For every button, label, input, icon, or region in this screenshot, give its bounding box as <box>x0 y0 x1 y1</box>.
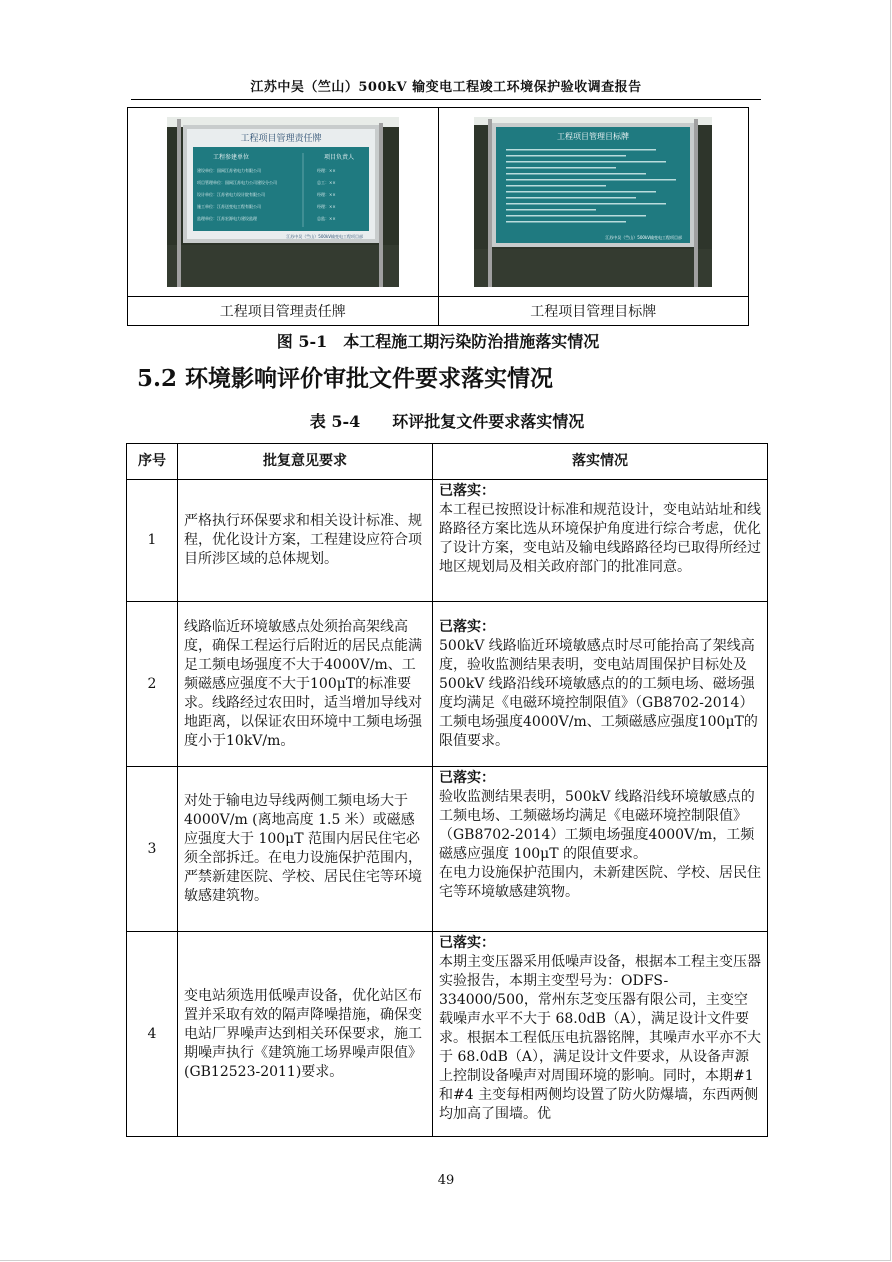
table-row <box>127 602 768 767</box>
target-sign-title: 工程项目管理目标牌 <box>557 132 630 141</box>
responsibility-sign-image <box>167 117 399 287</box>
sign-right-line: 经理：×× <box>316 192 336 197</box>
requirement-text: 严格执行环保要求和相关设计标准、规程，优化设计方案，工程建设应符合项目所涉区域的总体规划。 <box>178 480 433 602</box>
row-number: 3 <box>127 767 178 932</box>
sign-right-line: 经理：×× <box>316 168 336 173</box>
requirements-table <box>126 443 768 1137</box>
header-rule <box>131 99 761 100</box>
target-sign-footer: 江苏中吴（竺山）500kV输变电工程项目部 <box>605 235 683 240</box>
status-label: 已落实： <box>439 770 495 786</box>
requirement-text: 变电站须选用低噪声设备，优化站区布置并采取有效的隔声降噪措施，确保变电站厂界噪声达到相关环保要求，施工期噪声执行《建筑施工场界噪声限值》(GB12523-2011)要求。 <box>178 932 433 1137</box>
column-header: 批复意见要求 <box>178 444 433 480</box>
table-row <box>127 767 768 932</box>
requirement-text: 对处于输电边导线两侧工频电场大于 4000V/m (离地高度 1.5 米）或磁感应强度大于 100μT 范围内居民住宅必须全部拆迁。在电力设施保护范围内，严禁新建医院、学校、居民住宅等环境敏感建筑物。 <box>178 767 433 932</box>
table-row <box>127 932 768 1137</box>
photo-caption: 工程项目管理责任牌 <box>128 297 439 326</box>
status-label: 已落实： <box>439 618 495 635</box>
sign-left-heading: 工程参建单位 <box>212 154 249 161</box>
implementation-text: 本期主变压器采用低噪声设备，根据本工程主变压器实验报告，本期主变型号为：ODFS-334000/500，常州东芝变压器有限公司，主变空载噪声水平不大于 68.0dB（A），满足设计文件要求。根据本工程低压电抗器铭牌，其噪声水平亦不大于 68.0dB（A），满足设计文件要求，从设备声源上控制设备噪声对周围环境的影响。同时，本期#1 和#4 主变每相两侧均设置了防火防爆墙，东西两侧均加高了围墙。优 <box>439 954 761 1122</box>
sign-left-line: 项目管理单位：国网江苏电力公司建设分公司 <box>196 180 277 185</box>
running-header: 江苏中吴（竺山）500kV 输变电工程竣工环境保护验收调查报告 <box>250 80 642 95</box>
page-number: 49 <box>437 1173 455 1188</box>
photo-target-sign <box>474 117 712 287</box>
photo-responsibility-sign <box>167 117 399 287</box>
sign-right-heading: 项目负责人 <box>323 154 354 161</box>
sign-left-line: 施工单位：江苏送变电工程有限公司 <box>196 204 261 209</box>
status-label: 已落实： <box>439 935 495 951</box>
photo-cell-responsibility <box>128 108 439 297</box>
sign-right-line: 总监：×× <box>316 216 336 221</box>
photo-caption: 工程项目管理目标牌 <box>438 297 749 326</box>
target-sign-image <box>474 117 712 287</box>
section-heading: 5.2 环境影响评价审批文件要求落实情况 <box>137 365 554 392</box>
row-number: 1 <box>127 480 178 602</box>
row-number: 4 <box>127 932 178 1137</box>
photo-cell-target <box>438 108 749 297</box>
responsibility-sign-title: 工程项目管理责任牌 <box>240 134 322 144</box>
implementation-text: 在电力设施保护范围内，未新建医院、学校、居民住宅等环境敏感建筑物。 <box>439 865 761 900</box>
row-number: 2 <box>127 602 178 767</box>
sign-right-line: 总工：×× <box>316 180 336 185</box>
implementation-text: 本工程已按照设计标准和规范设计，变电站站址和线路路径方案比选从环境保护角度进行综合考虑，优化了设计方案，变电站及输电线路路径均已取得所经过地区规划局及相关政府部门的批准同意。 <box>439 502 761 575</box>
implementation-cell <box>433 480 768 602</box>
column-header: 落实情况 <box>433 444 768 480</box>
sign-left-line: 监理单位：江苏宏源电力建设监理 <box>196 216 257 221</box>
implementation-cell <box>433 767 768 932</box>
figure-caption: 图 5-1 本工程施工期污染防治措施落实情况 <box>276 332 600 351</box>
table-caption: 表 5-4 环评批复文件要求落实情况 <box>309 412 585 431</box>
sign-left-line: 建设单位：国网江苏省电力有限公司 <box>196 168 261 173</box>
implementation-text: 验收监测结果表明，500kV 线路沿线环境敏感点的工频电场、工频磁场均满足《电磁环境控制限值》（GB8702-2014）工频电场强度4000V/m，工频磁感应强度 100μT 的限值要求。 <box>439 789 755 862</box>
sign-left-line: 设计单位：江苏省电力设计院有限公司 <box>196 192 265 197</box>
implementation-text: 500kV 线路临近环境敏感点时尽可能抬高了架线高度，验收监测结果表明，变电站周围保护目标处及500kV 线路沿线环境敏感点的的工频电场、磁场强度均满足《电磁环境控制限值》（GB8702-2014）工频电场强度4000V/m、工频磁感应强度100μT的限值要求。 <box>439 637 758 749</box>
table-row <box>127 480 768 602</box>
responsibility-sign-footer: 江苏中吴（竺山）500kV输变电工程项目部 <box>286 234 363 239</box>
status-label: 已落实： <box>439 483 495 499</box>
requirement-text: 线路临近环境敏感点处须抬高架线高度，确保工程运行后附近的居民点能满足工频电场强度不大于4000V/m、工频磁感应强度不大于100μT的标准要求。线路经过农田时，适当增加导线对地距离，以保证农田环境中工频电场强度小于10kV/m。 <box>178 602 433 767</box>
implementation-cell <box>433 932 768 1137</box>
implementation-cell <box>433 602 768 767</box>
table-header-row <box>127 444 768 480</box>
sign-right-line: 经理：×× <box>316 204 336 209</box>
photo-table <box>127 107 749 326</box>
column-header: 序号 <box>127 444 178 480</box>
